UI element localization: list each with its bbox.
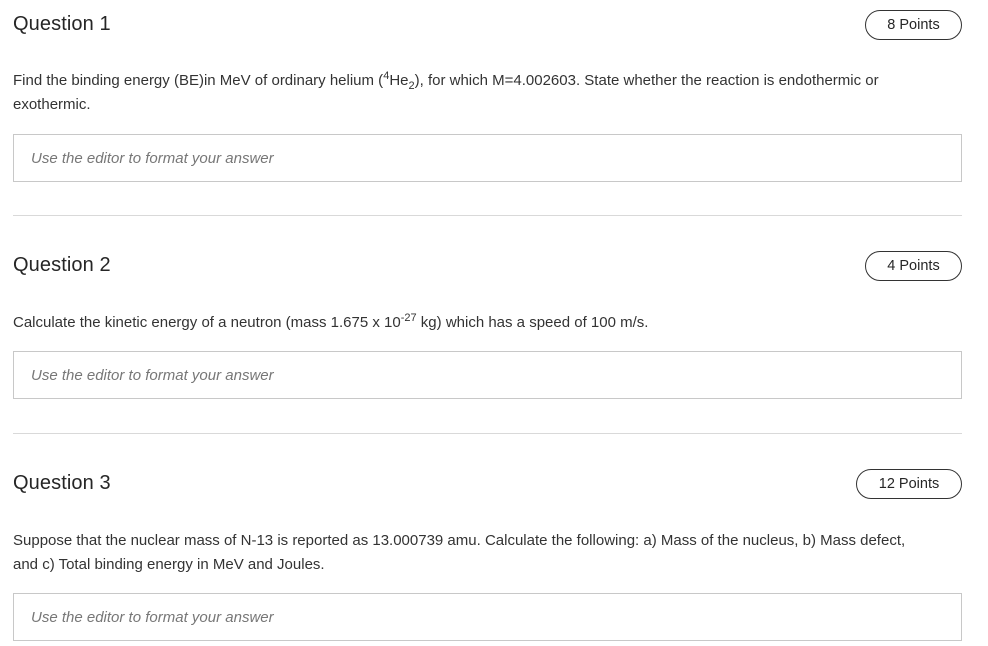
points-badge: 8 Points bbox=[865, 10, 962, 40]
points-badge: 12 Points bbox=[856, 469, 962, 499]
question-title: Question 1 bbox=[13, 13, 111, 35]
question-text bbox=[13, 69, 958, 117]
answer-placeholder: Use the editor to format your answer bbox=[31, 608, 274, 626]
question-divider bbox=[13, 433, 962, 434]
question-title: Question 3 bbox=[13, 472, 111, 494]
question-text-part: Find the binding energy (BE)in MeV of ordinary helium ( bbox=[13, 72, 384, 89]
question-title: Question 2 bbox=[13, 254, 111, 276]
points-badge: 4 Points bbox=[865, 251, 962, 281]
question-text bbox=[13, 311, 958, 335]
question-divider bbox=[13, 215, 962, 216]
answer-placeholder: Use the editor to format your answer bbox=[31, 149, 274, 167]
question-text-part: kg) which has a speed of 100 m/s. bbox=[416, 314, 649, 331]
answer-editor[interactable] bbox=[13, 351, 962, 399]
answer-editor[interactable] bbox=[13, 134, 962, 182]
answer-editor[interactable] bbox=[13, 593, 962, 641]
question-text-part: Calculate the kinetic energy of a neutron (mass 1.675 x 10 bbox=[13, 314, 401, 331]
element-subscript: 2 bbox=[408, 80, 415, 92]
exponent: -27 bbox=[400, 312, 417, 324]
question-text: Suppose that the nuclear mass of N-13 is reported as 13.000739 amu. Calculate the following: a) Mass of the nucleus, b) Mass defect, and c) Total binding energy in MeV and Joules. bbox=[13, 532, 906, 573]
answer-placeholder: Use the editor to format your answer bbox=[31, 366, 274, 384]
isotope-mass-number: 4 bbox=[383, 70, 390, 82]
element-symbol: He bbox=[389, 72, 409, 89]
question-text-part: ), for which M=4.002603. State whether the reaction is endothermic or exothermic. bbox=[13, 72, 879, 113]
